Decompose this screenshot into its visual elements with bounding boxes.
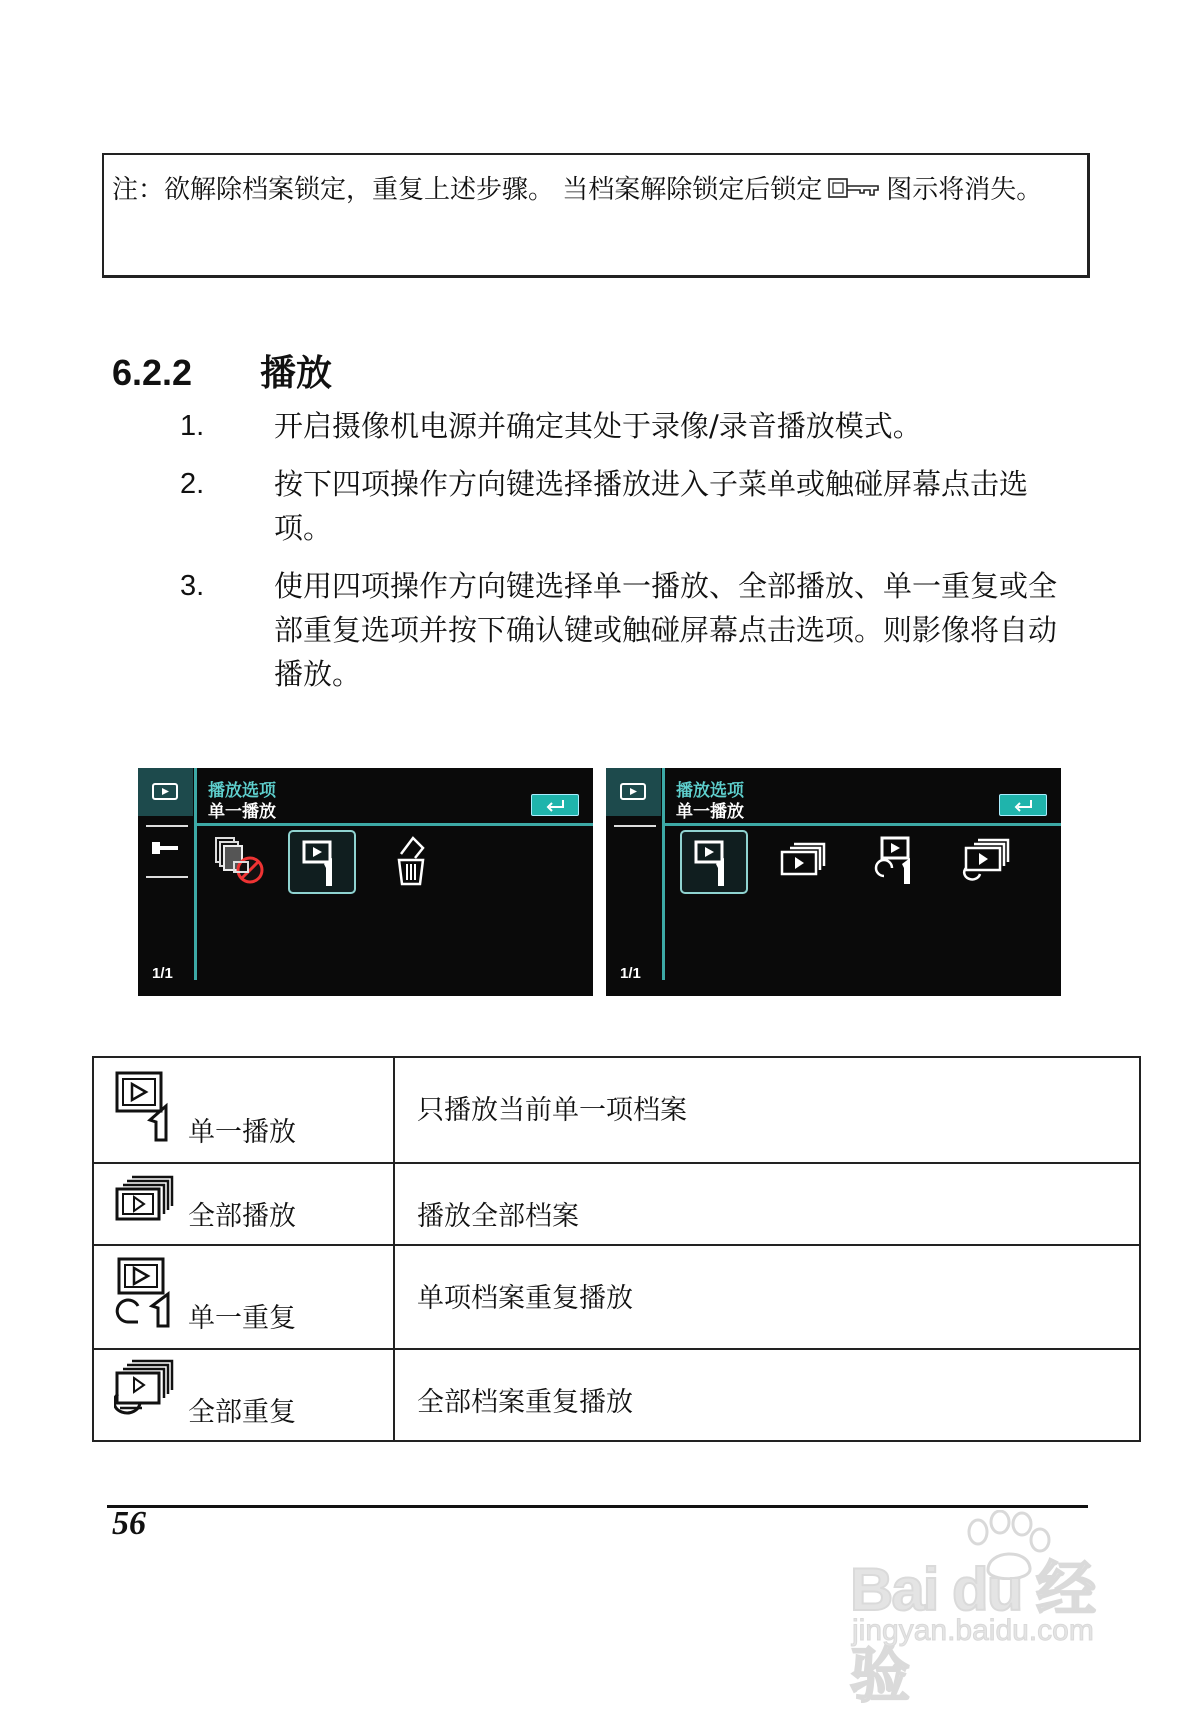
tab-divider [146,876,188,878]
table-row [93,1349,1140,1441]
repeat-one-option[interactable] [868,830,936,894]
single-play-option[interactable] [680,830,748,894]
menu-rail [194,768,197,980]
single-play-icon [114,1070,174,1142]
single-play-icon [294,836,350,888]
option-cell [93,1163,394,1245]
step-list [180,404,1080,710]
single-play-icon [686,836,742,888]
page-indicator: 1/1 [620,965,641,982]
single-play-option[interactable] [288,830,356,894]
option-cell [93,1245,394,1349]
repeat-all-option[interactable] [956,830,1024,894]
playback-mode-tab[interactable] [606,768,661,816]
protect-icon [212,834,272,890]
menu-subtitle: 单一播放 [208,802,276,821]
section-title: 播放 [260,352,333,393]
footer-divider [107,1505,1088,1508]
watermark-brand: Bai du 经验 [850,1556,1095,1709]
return-icon [1012,797,1036,813]
option-label: 全部播放 [188,1201,296,1232]
tab-divider [146,825,188,827]
return-icon [544,797,568,813]
settings-tab[interactable] [138,830,193,870]
step-text: 按下四项操作方向键选择播放进入子菜单或触碰屏幕点击选项。 [274,467,1029,545]
watermark-url: jingyan.baidu.com [852,1614,1094,1647]
repeat-all-icon [960,834,1016,886]
section-number: 6.2.2 [112,352,193,393]
header-divider [665,823,1061,826]
table-row [93,1163,1140,1245]
note-box [102,153,1090,278]
delete-option[interactable] [383,830,451,894]
option-label: 全部重复 [188,1397,296,1428]
option-cell [93,1349,394,1441]
option-label: 单一播放 [188,1117,296,1148]
menu-subtitle: 单一播放 [676,802,744,821]
option-cell [93,1057,394,1163]
step-item [180,564,1080,696]
step-item [180,404,1080,448]
table-row [93,1057,1140,1163]
tab-divider [614,825,656,827]
option-description: 单项档案重复播放 [394,1245,1140,1349]
menu-title: 播放选项 [676,781,744,800]
step-item [180,462,1080,550]
page-indicator: 1/1 [152,965,173,982]
step-number: 2. [180,468,205,500]
option-description: 全部档案重复播放 [394,1349,1140,1441]
repeat-all-icon [114,1358,176,1422]
camera-screen-1 [138,768,593,996]
page-number: 56 [112,1505,146,1542]
back-button[interactable] [999,794,1047,816]
section-heading [112,345,332,396]
baidu-watermark [848,1510,1138,1709]
step-number: 3. [180,570,205,602]
lock-key-icon [828,172,880,196]
note-text-end: 图示将消失。 [886,175,1043,205]
back-button[interactable] [531,794,579,816]
table-row [93,1245,1140,1349]
protect-option[interactable] [208,830,276,894]
delete-icon [387,834,443,890]
step-text: 开启摄像机电源并确定其处于录像/录音播放模式。 [274,409,922,443]
note-text-start: 注：欲解除档案锁定，重复上述步骤。 当档案解除锁定后锁定 [112,175,823,205]
option-label: 单一重复 [188,1303,296,1334]
play-all-icon [114,1174,176,1226]
step-number: 1. [180,410,205,442]
header-divider [197,823,593,826]
playback-icon [152,782,178,802]
playback-icon [620,782,646,802]
menu-rail [662,768,665,980]
playback-options-table [92,1056,1141,1442]
step-text: 使用四项操作方向键选择单一播放、全部播放、单一重复或全部重复选项并按下确认键或触碰屏幕点击选项。则影像将自动播放。 [274,569,1058,691]
camera-screen-2 [606,768,1061,996]
option-description: 只播放当前单一项档案 [394,1057,1140,1163]
playback-mode-tab[interactable] [138,768,193,816]
option-description: 播放全部档案 [394,1163,1140,1245]
repeat-one-icon [872,834,928,886]
play-all-icon [778,834,834,886]
wrench-icon [150,838,180,858]
menu-title: 播放选项 [208,781,276,800]
repeat-one-icon [114,1256,174,1328]
play-all-option[interactable] [774,830,842,894]
